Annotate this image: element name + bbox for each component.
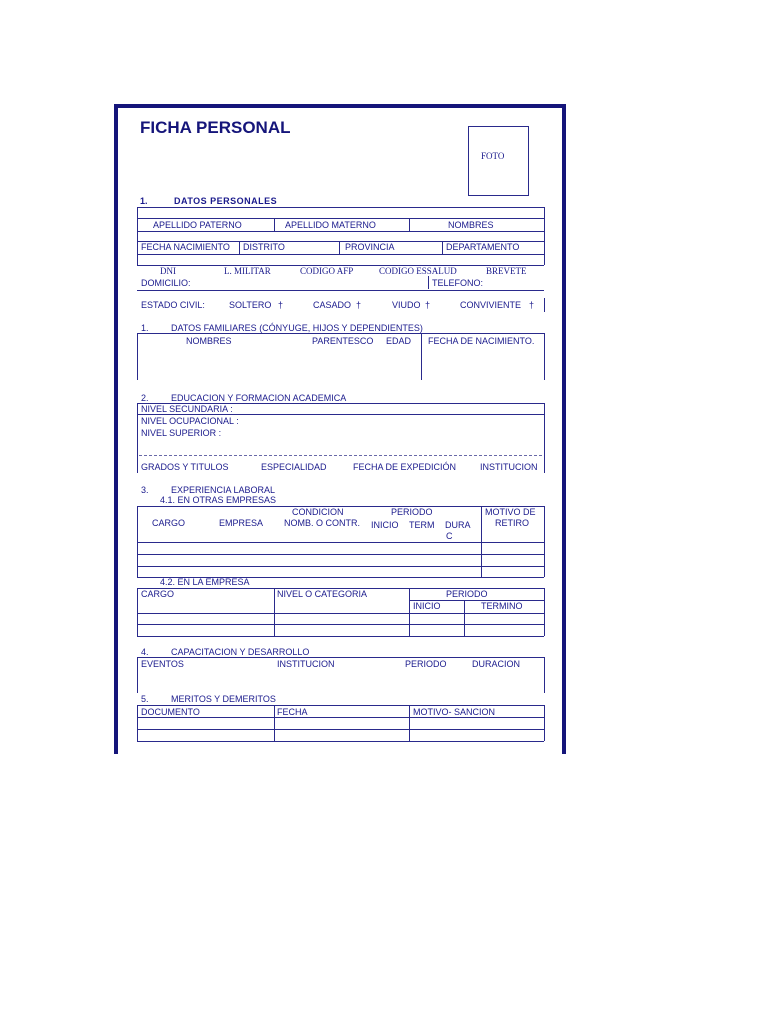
section-3-title: EXPERIENCIA LABORAL <box>171 485 276 495</box>
empresa-header: EMPRESA <box>219 518 264 528</box>
section-5-title: MERITOS Y DEMERITOS <box>171 694 276 704</box>
table-line <box>137 624 544 625</box>
table-line <box>239 241 240 254</box>
table-line <box>137 207 138 265</box>
table-line <box>137 741 544 742</box>
table-line <box>137 231 544 232</box>
form-title: FICHA PERSONAL <box>140 118 291 137</box>
nombres-label: NOMBRES <box>448 220 494 230</box>
table-line <box>137 542 544 543</box>
table-line <box>137 290 544 291</box>
table-line <box>544 207 545 265</box>
distrito-label: DISTRITO <box>243 242 285 252</box>
table-line <box>544 403 545 473</box>
inicio-header: INICIO <box>371 520 399 530</box>
dni-label: DNI <box>160 266 176 276</box>
cargo-header: CARGO <box>152 518 186 528</box>
apellido-paterno-label: APELLIDO PATERNO <box>153 220 242 230</box>
table-line <box>137 414 544 415</box>
en-la-empresa-subtitle: 4.2. EN LA EMPRESA <box>160 577 250 587</box>
table-line <box>137 717 544 718</box>
table-line <box>137 554 544 555</box>
soltero-checkbox[interactable]: † <box>278 300 284 310</box>
telefono-label: TELEFONO: <box>432 278 484 288</box>
periodo-header-2: PERIODO <box>446 589 488 599</box>
conviviente-checkbox[interactable]: † <box>529 300 535 310</box>
table-line <box>137 506 138 577</box>
institucion-header: INSTITUCION <box>480 462 538 472</box>
familiares-nombres-header: NOMBRES <box>186 336 232 346</box>
table-line <box>137 566 544 567</box>
codigo-afp-label: CODIGO AFP <box>300 266 354 276</box>
nivel-superior-label: NIVEL SUPERIOR : <box>141 428 222 438</box>
photo-label: FOTO <box>481 151 505 161</box>
table-line <box>137 613 544 614</box>
documento-header: DOCUMENTO <box>141 707 200 717</box>
table-line <box>137 657 544 658</box>
grados-titulos-header: GRADOS Y TITULOS <box>141 462 229 472</box>
fecha-header: FECHA <box>277 707 308 717</box>
nivel-ocupacional-label: NIVEL OCUPACIONAL : <box>141 416 239 426</box>
table-line <box>137 207 544 208</box>
table-line <box>137 333 544 334</box>
section-1-number: 1. <box>140 196 148 206</box>
table-line <box>137 657 138 693</box>
codigo-essalud-label: CODIGO ESSALUD <box>379 266 457 276</box>
fecha-expedicion-header: FECHA DE EXPEDICIÓN <box>353 462 457 472</box>
section-familiares-number: 1. <box>141 323 149 333</box>
photo-box <box>468 126 529 196</box>
table-line <box>544 657 545 693</box>
motivo-header: MOTIVO DE <box>485 507 536 517</box>
brevete-label: BREVETE <box>486 266 527 276</box>
capacitacion-periodo-header: PERIODO <box>405 659 447 669</box>
table-line <box>274 218 275 231</box>
provincia-label: PROVINCIA <box>345 242 395 252</box>
duracion-header-2: DURACION <box>472 659 521 669</box>
capacitacion-institucion-header: INSTITUCION <box>277 659 335 669</box>
section-1-title: DATOS PERSONALES <box>174 196 278 206</box>
departamento-label: DEPARTAMENTO <box>446 242 520 252</box>
domicilio-label: DOMICILIO: <box>141 278 191 288</box>
table-line <box>137 705 138 741</box>
table-line <box>544 506 545 577</box>
dashed-separator <box>139 455 542 456</box>
periodo-header: PERIODO <box>391 507 433 517</box>
edad-header: EDAD <box>386 336 412 346</box>
inicio-header-2: INICIO <box>413 601 441 611</box>
cargo-header-2: CARGO <box>141 589 175 599</box>
libreta-militar-label: L. MILITAR <box>224 266 271 276</box>
apellido-materno-label: APELLIDO MATERNO <box>285 220 376 230</box>
table-line <box>137 254 544 255</box>
nivel-secundaria-label: NIVEL SECUNDARIA : <box>141 404 233 414</box>
section-familiares-title: DATOS FAMILIARES (CÓNYUGE, HIJOS Y DEPENDIENTES) <box>171 323 423 333</box>
table-line <box>137 588 138 636</box>
section-4-number: 4. <box>141 647 149 657</box>
motivo-header-cont: RETIRO <box>495 518 530 528</box>
table-line <box>137 333 138 380</box>
viudo-checkbox[interactable]: † <box>425 300 431 310</box>
duracion-header: DURA <box>445 520 471 530</box>
table-line <box>274 705 275 741</box>
fecha-nacimiento-header: FECHA DE NACIMIENTO. <box>428 336 535 346</box>
conviviente-option[interactable]: CONVIVIENTE <box>460 300 522 310</box>
section-5-number: 5. <box>141 694 149 704</box>
table-line <box>481 506 482 577</box>
table-line <box>409 218 410 231</box>
table-line <box>442 241 443 254</box>
table-line <box>274 588 275 636</box>
motivo-sancion-header: MOTIVO- SANCION <box>413 707 496 717</box>
nomb-contr-header: NOMB. O CONTR. <box>284 518 360 528</box>
table-line <box>137 705 544 706</box>
table-line <box>409 588 410 636</box>
especialidad-header: ESPECIALIDAD <box>261 462 327 472</box>
section-2-title: EDUCACION Y FORMACION ACADEMICA <box>171 393 347 403</box>
casado-option[interactable]: CASADO <box>313 300 352 310</box>
term-header: TERM <box>409 520 435 530</box>
table-line <box>137 403 138 473</box>
otras-empresas-subtitle: 4.1. EN OTRAS EMPRESAS <box>160 495 277 505</box>
duracion-header-cont: C <box>446 531 453 541</box>
table-line <box>544 588 545 636</box>
soltero-option[interactable]: SOLTERO <box>229 300 272 310</box>
termino-header: TERMINO <box>481 601 523 611</box>
eventos-header: EVENTOS <box>141 659 184 669</box>
table-line <box>421 333 422 380</box>
table-line <box>428 276 429 289</box>
fecha-nacimiento-label: FECHA NACIMIENTO <box>141 242 230 252</box>
parentesco-header: PARENTESCO <box>312 336 374 346</box>
table-line <box>409 705 410 741</box>
section-4-title: CAPACITACION Y DESARROLLO <box>171 647 310 657</box>
table-line <box>544 298 545 312</box>
table-line <box>544 333 545 380</box>
table-line <box>339 241 340 254</box>
table-line <box>137 218 544 219</box>
table-line <box>137 729 544 730</box>
estado-civil-label: ESTADO CIVIL: <box>141 300 205 310</box>
viudo-option[interactable]: VIUDO <box>392 300 421 310</box>
section-3-number: 3. <box>141 485 149 495</box>
nivel-categoria-header: NIVEL O CATEGORIA <box>277 589 368 599</box>
table-line <box>137 636 544 637</box>
casado-checkbox[interactable]: † <box>356 300 362 310</box>
section-2-number: 2. <box>141 393 149 403</box>
table-line <box>544 705 545 741</box>
condicion-header: CONDICION <box>292 507 344 517</box>
table-line <box>464 600 465 636</box>
